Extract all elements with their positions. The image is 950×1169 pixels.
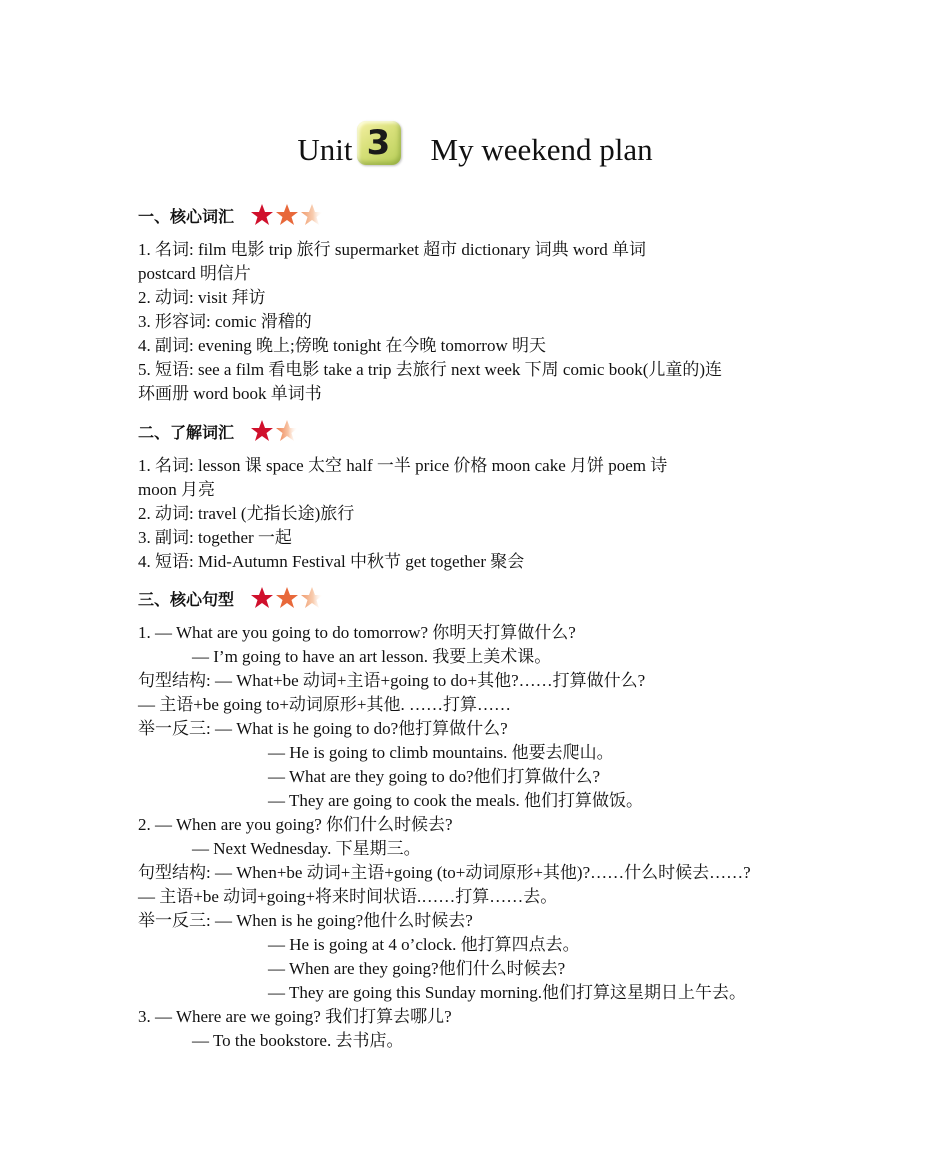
sentence-line: — Next Wednesday. 下星期三。 <box>192 839 421 858</box>
vocab-line: 4. 短语: Mid-Autumn Festival 中秋节 get together 聚会 <box>138 552 525 571</box>
star-icon <box>250 419 274 443</box>
sentence-line: 3. — Where are we going? 我们打算去哪儿? <box>138 1007 452 1026</box>
star-icon <box>275 203 299 227</box>
rating-stars <box>250 203 325 227</box>
rating-stars <box>250 586 325 610</box>
star-icon <box>250 586 274 610</box>
star-icon <box>275 586 299 610</box>
vocab-line: 2. 动词: travel (尤指长途)旅行 <box>138 504 355 523</box>
sentence-line: 句型结构: — What+be 动词+主语+going to do+其他?……打算做什么? <box>138 671 646 690</box>
sentence-line: — He is going to climb mountains. 他要去爬山。 <box>268 743 614 762</box>
vocab-line: 2. 动词: visit 拜访 <box>138 288 266 307</box>
sentence-line: — I’m going to have an art lesson. 我要上美术课。 <box>192 647 552 666</box>
section-heading-text: 二、了解词汇 <box>138 422 235 442</box>
sentence-line: — To the bookstore. 去书店。 <box>192 1031 404 1050</box>
unit-number: 3 <box>366 123 391 163</box>
half-star-icon <box>300 203 324 227</box>
sentence-line: — He is going at 4 o’clock. 他打算四点去。 <box>268 935 580 954</box>
sentence-line: — 主语+be 动词+going+将来时间状语.……打算……去。 <box>138 887 558 906</box>
section-heading-text: 三、核心句型 <box>138 589 235 609</box>
section-heading-core-sentences <box>138 583 325 613</box>
vocab-line: 1. 名词: film 电影 trip 旅行 supermarket 超市 dictionary 词典 word 单词 <box>138 240 647 259</box>
vocab-line: 4. 副词: evening 晚上;傍晚 tonight 在今晚 tomorrow 明天 <box>138 336 546 355</box>
sentence-line: — They are going to cook the meals. 他们打算做饭。 <box>268 791 644 810</box>
sentence-line: — What are they going to do?他们打算做什么? <box>268 767 601 786</box>
core-vocab-list <box>138 238 818 406</box>
vocab-line: 3. 副词: together 一起 <box>138 528 292 547</box>
unit-number-badge <box>357 121 401 165</box>
rating-stars <box>250 419 300 443</box>
vocab-line: 5. 短语: see a film 看电影 take a trip 去旅行 next week 下周 comic book(儿童的)连 <box>138 360 723 379</box>
sentence-line: — When are they going?他们什么时候去? <box>268 959 566 978</box>
title-name: My weekend plan <box>430 132 653 167</box>
section-heading-core-vocab <box>138 200 325 230</box>
vocab-line: moon 月亮 <box>138 480 215 499</box>
half-star-icon <box>300 586 324 610</box>
sentence-line: 举一反三: — When is he going?他什么时候去? <box>138 911 473 930</box>
known-vocab-list <box>138 454 818 574</box>
sentence-line: 举一反三: — What is he going to do?他打算做什么? <box>138 719 508 738</box>
sentence-line: 1. — What are you going to do tomorrow? 你明天打算做什么? <box>138 623 576 642</box>
vocab-line: 环画册 word book 单词书 <box>138 384 322 403</box>
vocab-line: postcard 明信片 <box>138 264 251 283</box>
core-sentences-list <box>138 621 818 1053</box>
star-icon <box>250 203 274 227</box>
section-heading-text: 一、核心词汇 <box>138 206 235 226</box>
sentence-line: — 主语+be going to+动词原形+其他. ……打算…… <box>138 695 512 714</box>
sentence-line: 句型结构: — When+be 动词+主语+going (to+动词原形+其他)?……什么时候去……? <box>138 863 751 882</box>
sentence-line: — They are going this Sunday morning.他们打算这星期日上午去。 <box>268 983 747 1002</box>
title-unit: Unit <box>297 132 353 167</box>
page-title <box>0 120 950 180</box>
vocab-line: 1. 名词: lesson 课 space 太空 half 一半 price 价格 moon cake 月饼 poem 诗 <box>138 456 668 475</box>
section-heading-known-vocab <box>138 416 300 446</box>
half-star-icon <box>275 419 299 443</box>
sentence-line: 2. — When are you going? 你们什么时候去? <box>138 815 453 834</box>
vocab-line: 3. 形容词: comic 滑稽的 <box>138 312 312 331</box>
